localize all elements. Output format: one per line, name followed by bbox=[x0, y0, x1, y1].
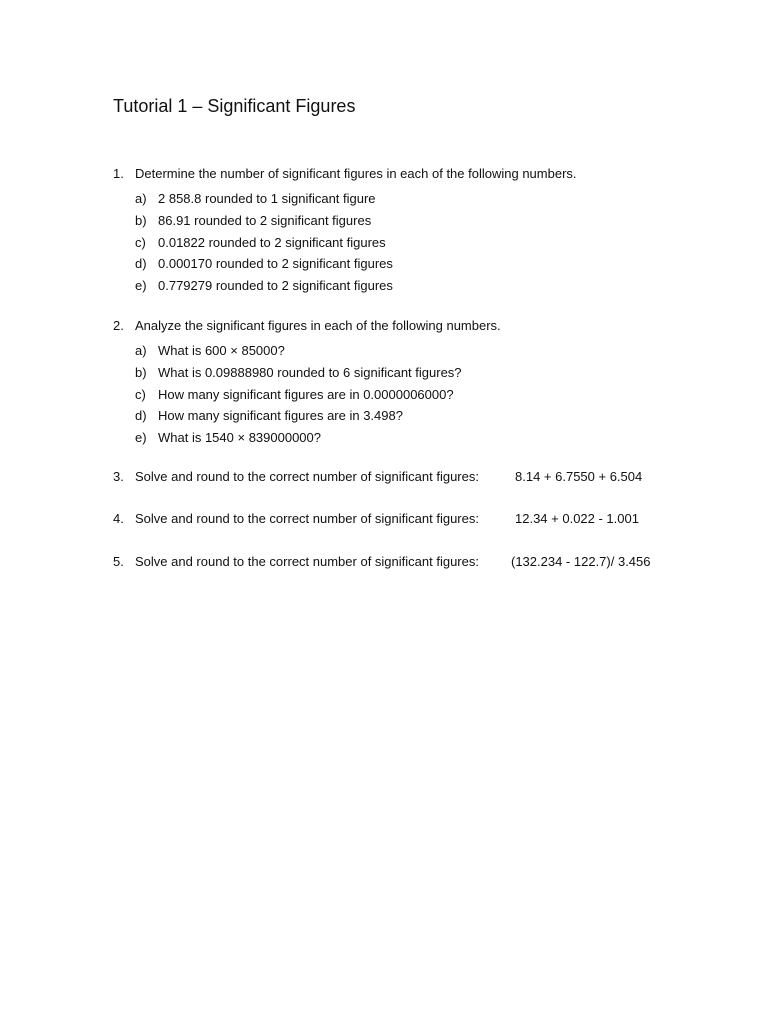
math-expression: 12.34 + 0.022 - 1.001 bbox=[515, 511, 639, 526]
question-text: Solve and round to the correct number of significant figures: bbox=[135, 554, 479, 569]
math-expression: (132.234 - 122.7)/ 3.456 bbox=[511, 554, 651, 569]
page-title: Tutorial 1 – Significant Figures bbox=[113, 96, 356, 116]
list-item bbox=[113, 230, 733, 252]
item-letter: a) bbox=[135, 191, 147, 207]
item-letter: d) bbox=[135, 256, 147, 272]
math-expression: 8.14 + 6.7550 + 6.504 bbox=[515, 469, 643, 484]
question-number: 2. bbox=[113, 318, 124, 333]
list-item bbox=[113, 273, 733, 295]
question-5 bbox=[113, 553, 733, 571]
list-item bbox=[113, 360, 733, 382]
question-1-stem bbox=[113, 165, 733, 183]
item-letter: e) bbox=[135, 278, 147, 294]
item-letter: c) bbox=[135, 386, 146, 402]
question-5-stem bbox=[113, 553, 733, 571]
list-item bbox=[113, 208, 733, 230]
item-letter: a) bbox=[135, 343, 147, 359]
item-text: 2 858.8 rounded to 1 significant figure bbox=[158, 191, 376, 207]
item-letter: b) bbox=[135, 213, 147, 229]
question-number: 5. bbox=[113, 554, 124, 569]
item-text: 86.91 rounded to 2 significant figures bbox=[158, 213, 372, 229]
item-text: How many significant figures are in 0.0000006000? bbox=[158, 386, 454, 402]
list-item bbox=[113, 339, 733, 361]
list-item bbox=[113, 187, 733, 209]
question-number: 1. bbox=[113, 166, 124, 181]
item-letter: c) bbox=[135, 234, 146, 250]
question-text: Solve and round to the correct number of significant figures: bbox=[135, 469, 479, 484]
item-text: How many significant figures are in 3.498? bbox=[158, 408, 403, 424]
item-text: What is 0.09888980 rounded to 6 significant figures? bbox=[158, 365, 462, 381]
question-2 bbox=[113, 317, 733, 447]
item-text: What is 1540 × 839000000? bbox=[158, 430, 321, 446]
question-text: Analyze the significant figures in each of the following numbers. bbox=[135, 318, 501, 333]
question-3-stem bbox=[113, 468, 733, 486]
list-item bbox=[113, 404, 733, 426]
sub-question-list bbox=[113, 339, 733, 447]
question-4-stem bbox=[113, 510, 733, 528]
question-1 bbox=[113, 165, 733, 295]
item-text: 0.779279 rounded to 2 significant figures bbox=[158, 278, 393, 294]
list-item bbox=[113, 252, 733, 274]
question-number: 3. bbox=[113, 469, 124, 484]
item-letter: b) bbox=[135, 365, 147, 381]
list-item bbox=[113, 382, 733, 404]
sub-question-list bbox=[113, 187, 733, 295]
question-3 bbox=[113, 468, 733, 486]
question-text: Solve and round to the correct number of significant figures: bbox=[135, 511, 479, 526]
item-letter: e) bbox=[135, 430, 147, 446]
list-item bbox=[113, 425, 733, 447]
item-text: 0.01822 rounded to 2 significant figures bbox=[158, 234, 386, 250]
question-number: 4. bbox=[113, 511, 124, 526]
question-2-stem bbox=[113, 317, 733, 335]
question-4 bbox=[113, 510, 733, 528]
item-text: What is 600 × 85000? bbox=[158, 343, 285, 359]
question-text: Determine the number of significant figures in each of the following numbers. bbox=[135, 166, 577, 181]
item-text: 0.000170 rounded to 2 significant figures bbox=[158, 256, 393, 272]
item-letter: d) bbox=[135, 408, 147, 424]
